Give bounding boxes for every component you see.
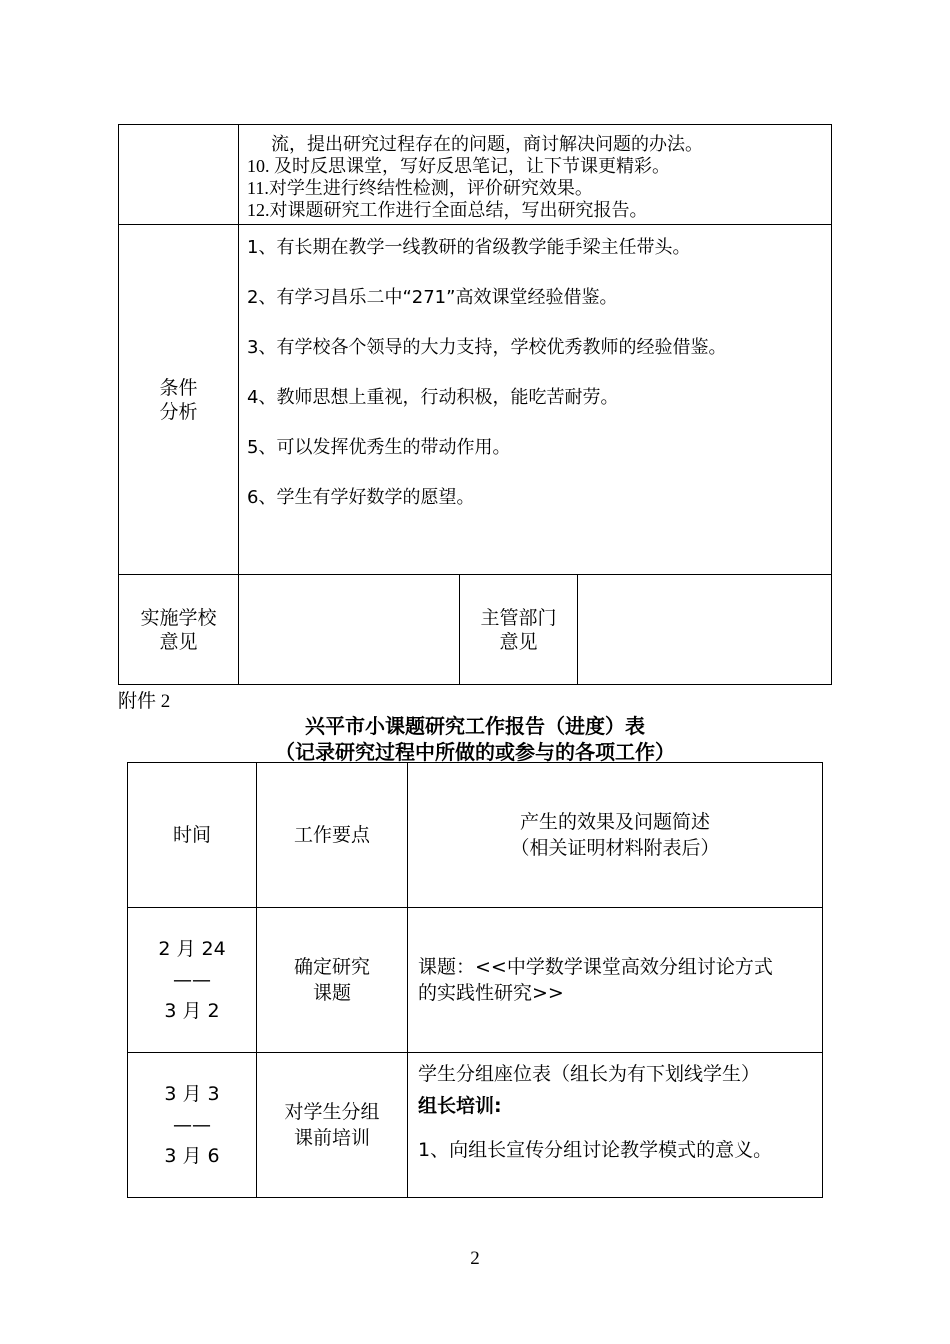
table-row — [128, 1053, 823, 1198]
report-subtitle: （记录研究过程中所做的或参与的各项工作） — [275, 740, 675, 764]
row-desc: 课题：<<中学数学课堂高效分组讨论方式 的实践性研究>> — [408, 908, 823, 1053]
report-table — [127, 762, 823, 1198]
dept-opinion-value — [578, 575, 832, 685]
condition-item: 5、可以发挥优秀生的带动作用。 — [247, 437, 511, 458]
process-line: 11.对学生进行终结性检测，评价研究效果。 — [247, 177, 593, 198]
process-line: 流，提出研究过程存在的问题，商讨解决问题的办法。 — [271, 133, 703, 154]
condition-item: 4、教师思想上重视，行动积极，能吃苦耐劳。 — [247, 387, 619, 408]
header-work: 工作要点 — [257, 763, 408, 908]
report-title: 兴平市小课题研究工作报告（进度）表 — [305, 714, 645, 738]
process-cell — [239, 125, 832, 225]
row-work: 对学生分组 课前培训 — [257, 1053, 408, 1198]
attachment-label: 附件 2 — [118, 691, 171, 712]
condition-item: 3、有学校各个领导的大力支持，学校优秀教师的经验借鉴。 — [247, 337, 727, 358]
condition-item: 2、有学习昌乐二中“271”高效课堂经验借鉴。 — [247, 287, 618, 308]
school-opinion-value — [239, 575, 460, 685]
row-work: 确定研究 课题 — [257, 908, 408, 1053]
condition-item: 6、学生有学好数学的愿望。 — [247, 487, 475, 508]
school-opinion-label: 实施学校 意见 — [119, 575, 239, 685]
dept-opinion-label: 主管部门 意见 — [460, 575, 578, 685]
table-row — [128, 908, 823, 1053]
row-date: 3 月 3 —— 3 月 6 — [128, 1053, 257, 1198]
condition-item: 1、有长期在教学一线教研的省级教学能手梁主任带头。 — [247, 237, 691, 258]
page-number: 2 — [470, 1248, 480, 1269]
process-line: 10. 及时反思课堂，写好反思笔记，让下节课更精彩。 — [247, 155, 670, 176]
conditions-label: 条件 分析 — [119, 225, 239, 575]
plan-table — [118, 124, 832, 685]
header-time: 时间 — [128, 763, 257, 908]
process-line: 12.对课题研究工作进行全面总结，写出研究报告。 — [247, 199, 648, 220]
blank-label-cell — [119, 125, 239, 225]
conditions-list — [239, 225, 832, 575]
header-effect: 产生的效果及问题简述 （相关证明材料附表后） — [408, 763, 823, 908]
row-desc: 学生分组座位表（组长为有下划线学生） 组长培训: 1、向组长宣传分组讨论教学模式的意义。 — [408, 1053, 823, 1198]
row-date: 2 月 24 —— 3 月 2 — [128, 908, 257, 1053]
